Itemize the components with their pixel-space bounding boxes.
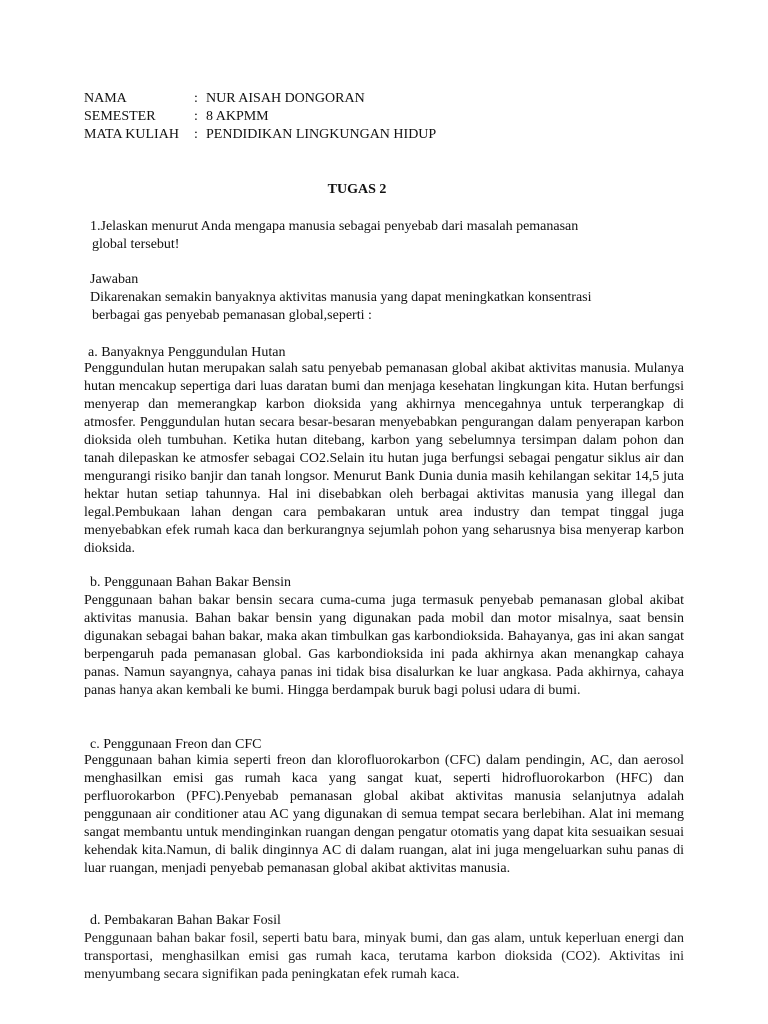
info-value: PENDIDIKAN LINGKUNGAN HIDUP [206,127,437,142]
info-colon: : [194,91,198,106]
info-label: NAMA [84,91,127,106]
document-title-text: TUGAS 2 [327,182,387,197]
info-colon: : [194,109,198,124]
section-body-b: Penggunaan bahan bakar bensin secara cuma-cuma juga termasuk penyebab pemanasan global akibat aktivitas manusia. Bahan bakar bensin yang digunakan pada mobil dan motor misalnya, saat bensin digunakan sebagai bahan bakar, maka akan timbulkan gas karbondioksida. Bahayanya, gas ini akan sangat berpengaruh pada pemanasan global. Gas karbondioksida ini pada akhirnya akan menangkap cahaya panas. Namun sayangnya, cahaya panas ini tidak bisa disalurkan ke luar angkasa. Pada akhirnya, cahaya panas hanya akan kembali ke bumi. Hingga berdampak buruk bagi polusi udara di bumi. [84,593,684,698]
question-line: 1.Jelaskan menurut Anda mengapa manusia sebagai penyebab dari masalah pemanasan [90,219,579,234]
section-heading-a: a. Banyaknya Penggundulan Hutan [88,345,286,360]
section-body-a: Penggundulan hutan merupakan salah satu penyebab pemanasan global akibat aktivitas manusia. Mulanya hutan mencakup sepertiga dari luas daratan bumi dan menjaga kesehatan lingkungan kita. Hutan berfungsi menyerap dan memerangkap karbon dioksida yang akhirnya mencegahnya untuk terperangkap di atmosfer. Penggundulan hutan secara besar-besaran menyebabkan pengurangan dalam penyerapan karbon dioksida oleh tumbuhan. Ketika hutan ditebang, karbon yang sebelumnya tersimpan dalam pohon dan tanah dilepaskan ke atmosfer sebagai CO2.Selain itu hutan juga berfungsi sebagai pengatur siklus air dan mengurangi risiko banjir dan tanah longsor. Menurut Bank Dunia dunia masih kehilangan sekitar 14,5 juta hektar hutan setiap tahunnya. Hal ini disebabkan oleh berbagai aktivitas manusia yang illegal dan legal.Pembukaan lahan dengan cara pembakaran untuk area industry dan tempat tinggal juga menyebabkan efek rumah kaca dan berkurangnya sejumlah pohon yang seharusnya bisa menyerap karbon dioksida. [84,361,684,556]
answer-intro [90,271,650,325]
question [90,218,650,254]
info-label: SEMESTER [84,109,156,124]
section-body-d: Penggunaan bahan bakar fosil, seperti batu bara, minyak bumi, dan gas alam, untuk keperluan energi dan transportasi, menghasilkan emisi gas rumah kaca, terutama karbon dioksida (CO2). Aktivitas ini menyumbang secara signifikan pada peningkatan efek rumah kaca. [84,931,684,982]
question-line: global tersebut! [92,237,180,252]
info-colon: : [194,127,198,142]
answer-line: berbagai gas penyebab pemanasan global,seperti : [92,308,372,323]
section-heading-b: b. Penggunaan Bahan Bakar Bensin [90,575,292,590]
answer-label: Jawaban [90,272,139,287]
section-heading-d: d. Pembakaran Bahan Bakar Fosil [90,913,281,928]
info-value: 8 AKPMM [206,109,269,124]
info-value: NUR AISAH DONGORAN [206,91,365,106]
section-heading-c: c. Penggunaan Freon dan CFC [90,737,262,752]
info-label: MATA KULIAH [84,127,179,142]
document-title [0,181,768,199]
answer-line: Dikarenakan semakin banyaknya aktivitas manusia yang dapat meningkatkan konsentrasi [90,290,592,305]
section-body-c: Penggunaan bahan kimia seperti freon dan klorofluorokarbon (CFC) dalam pendingin, AC, dan aerosol menghasilkan emisi gas rumah kaca yang sangat kuat, seperti hidrofluorokarbon (HFC) dan perfluorokarbon (PFC).Penyebab pemanasan global akibat aktivitas manusia selanjutnya adalah penggunaan air conditioner atau AC yang digunakan di semua tempat secara berlebihan. Alat ini memang sangat membantu untuk mendinginkan ruangan dengan pengatur otomatis yang dapat kita sesuaikan sesuai kehendak kita.Namun, di balik dinginnya AC di dalam ruangan, alat ini juga mengeluarkan suhu panas di luar ruangan, menjadi penyebab pemanasan global akibat aktivitas manusia. [84,753,684,876]
